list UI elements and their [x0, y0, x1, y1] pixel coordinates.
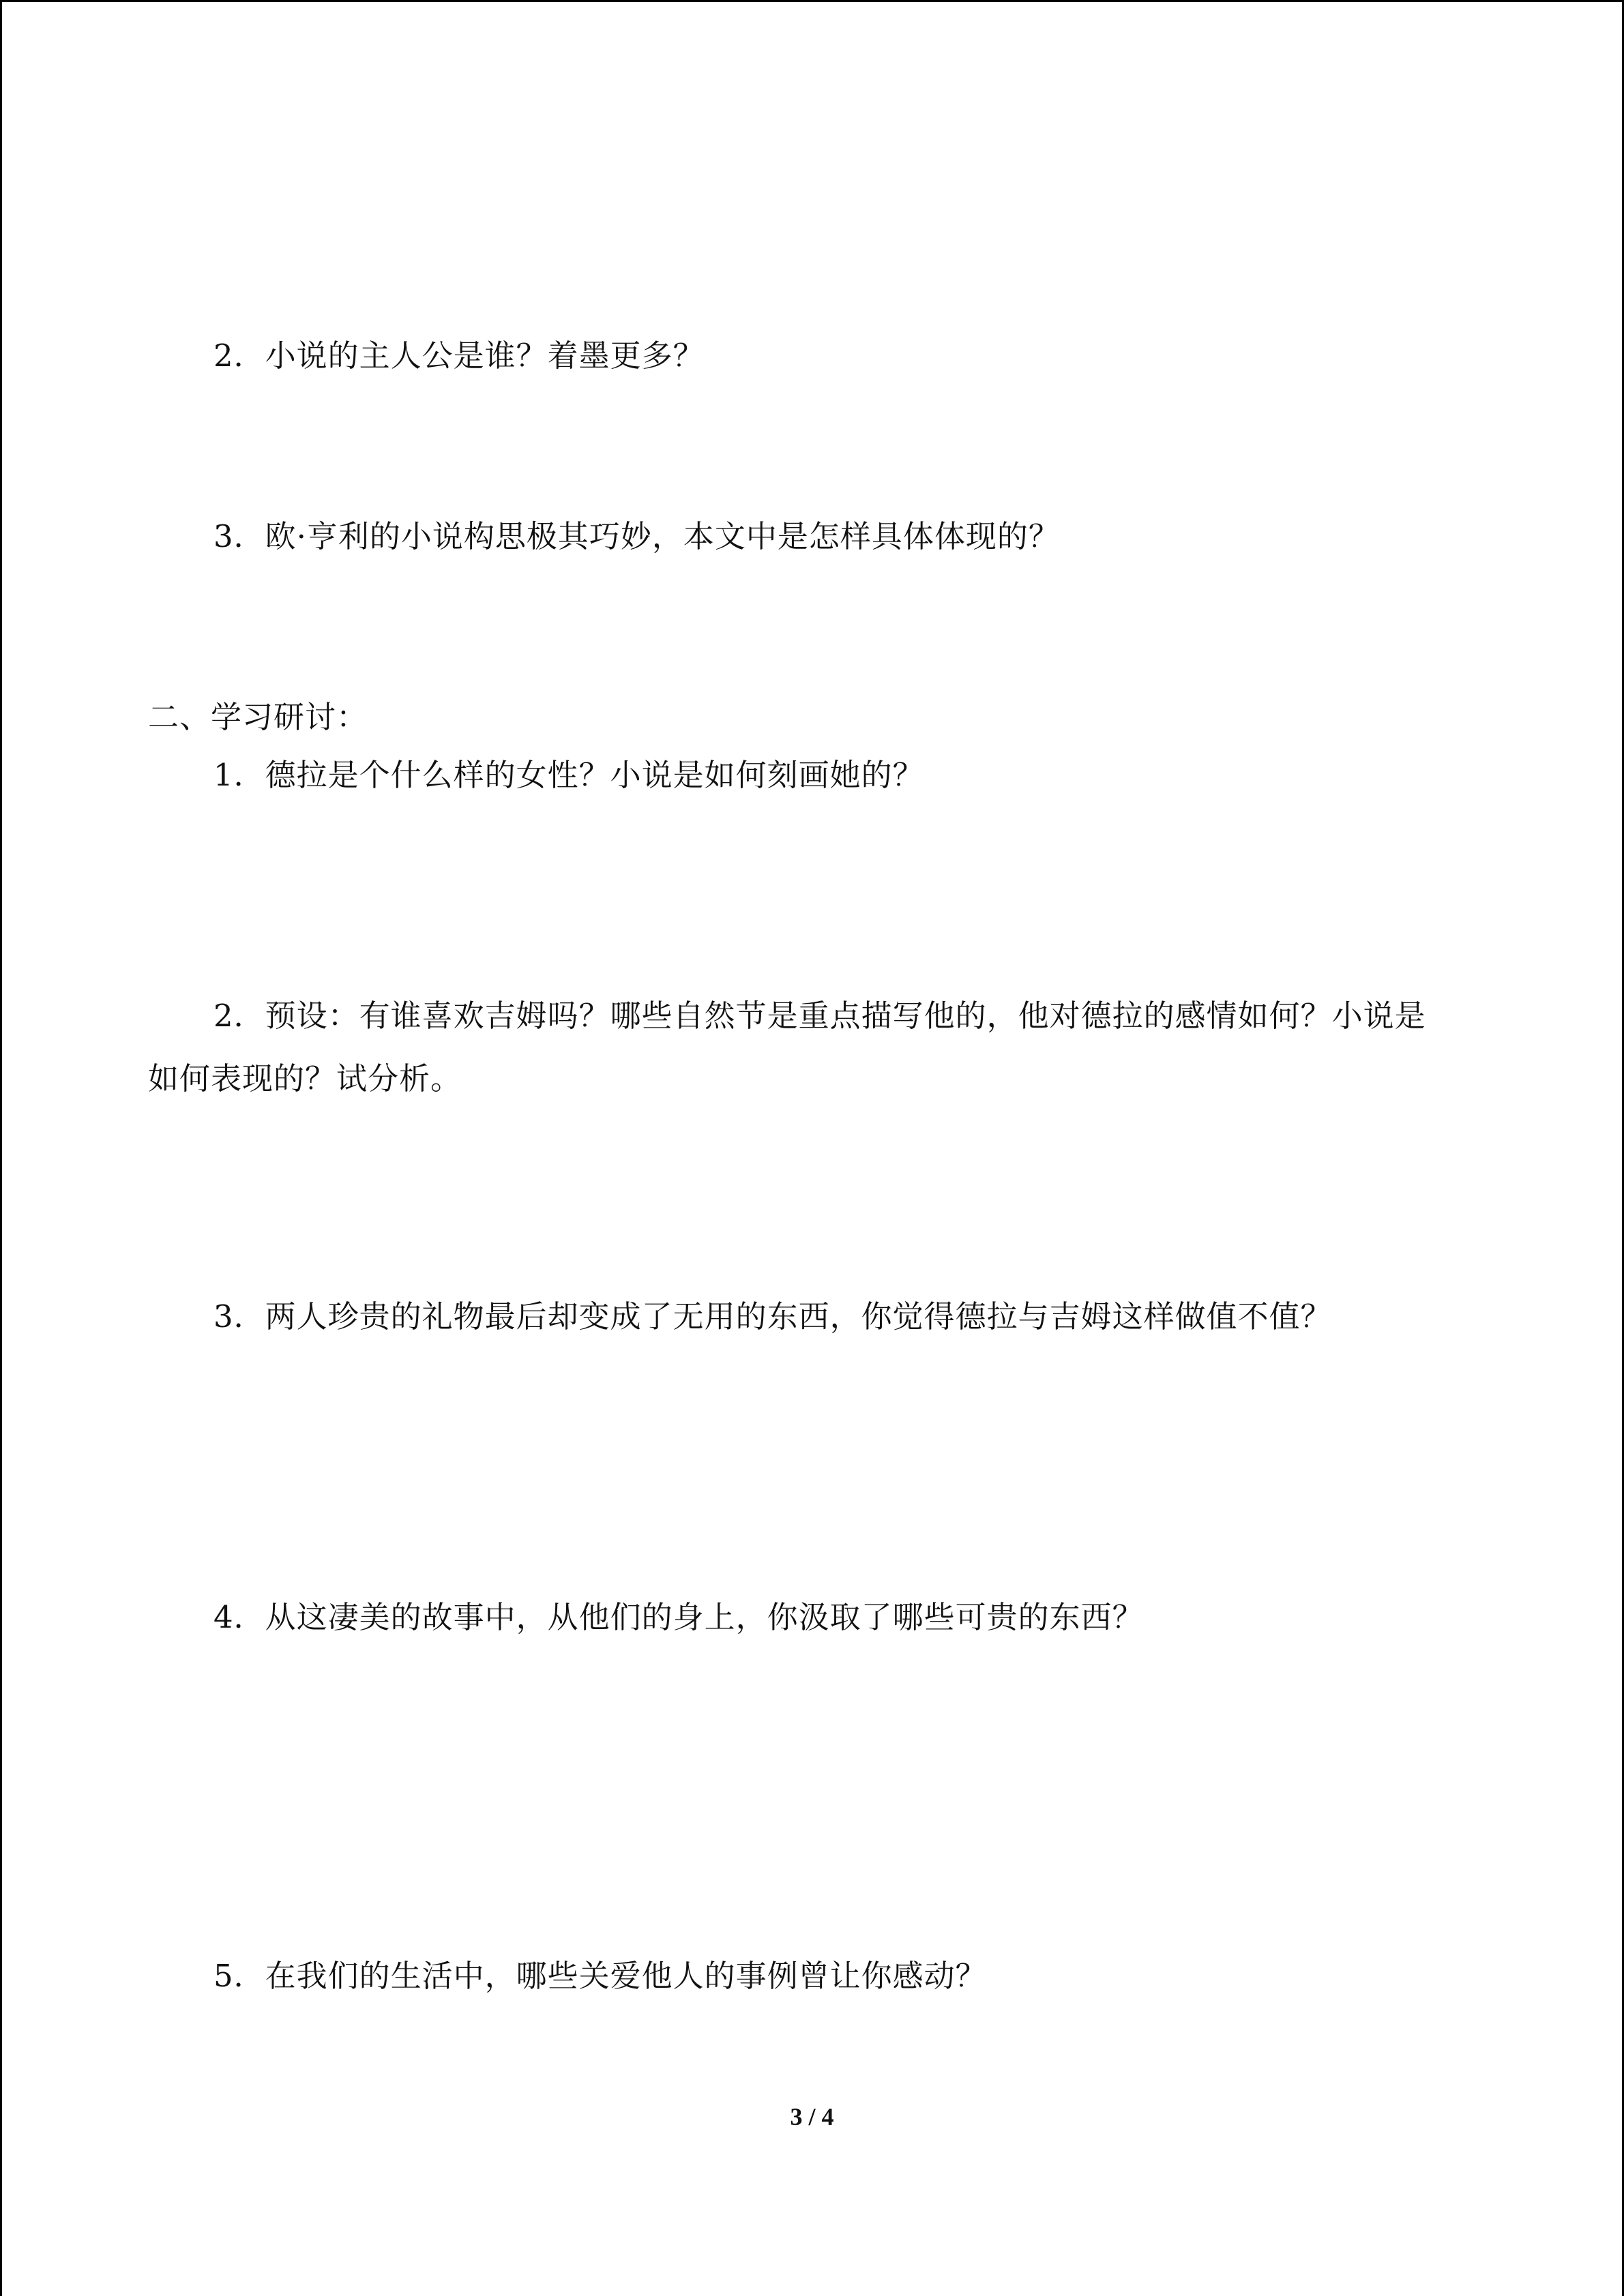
question-2-3: 3．两人珍贵的礼物最后却变成了无用的东西，你觉得德拉与吉姆这样做值不值？ [213, 1298, 1332, 1335]
question-2-2-line-1: 2．预设：有谁喜欢吉姆吗？哪些自然节是重点描写他的，他对德拉的感情如何？小说是 [213, 998, 1426, 1034]
question-2-1: 1．德拉是个什么样的女性？小说是如何刻画她的？ [213, 757, 924, 793]
question-2-5: 5．在我们的生活中，哪些关爱他人的事例曾让你感动？ [213, 1958, 987, 1994]
page-number: 3 / 4 [790, 2103, 834, 2130]
question-1-2: 2．小说的主人公是谁？着墨更多？ [213, 338, 705, 374]
question-1-3: 3．欧·亨利的小说构思极其巧妙，本文中是怎样具体体现的？ [213, 518, 1060, 554]
question-2-4: 4．从这凄美的故事中，从他们的身上，你汲取了哪些可贵的东西？ [213, 1599, 1144, 1635]
section-heading-study-discussion: 二、学习研讨： [148, 699, 368, 735]
question-2-2-line-2: 如何表现的？试分析。 [148, 1060, 462, 1097]
